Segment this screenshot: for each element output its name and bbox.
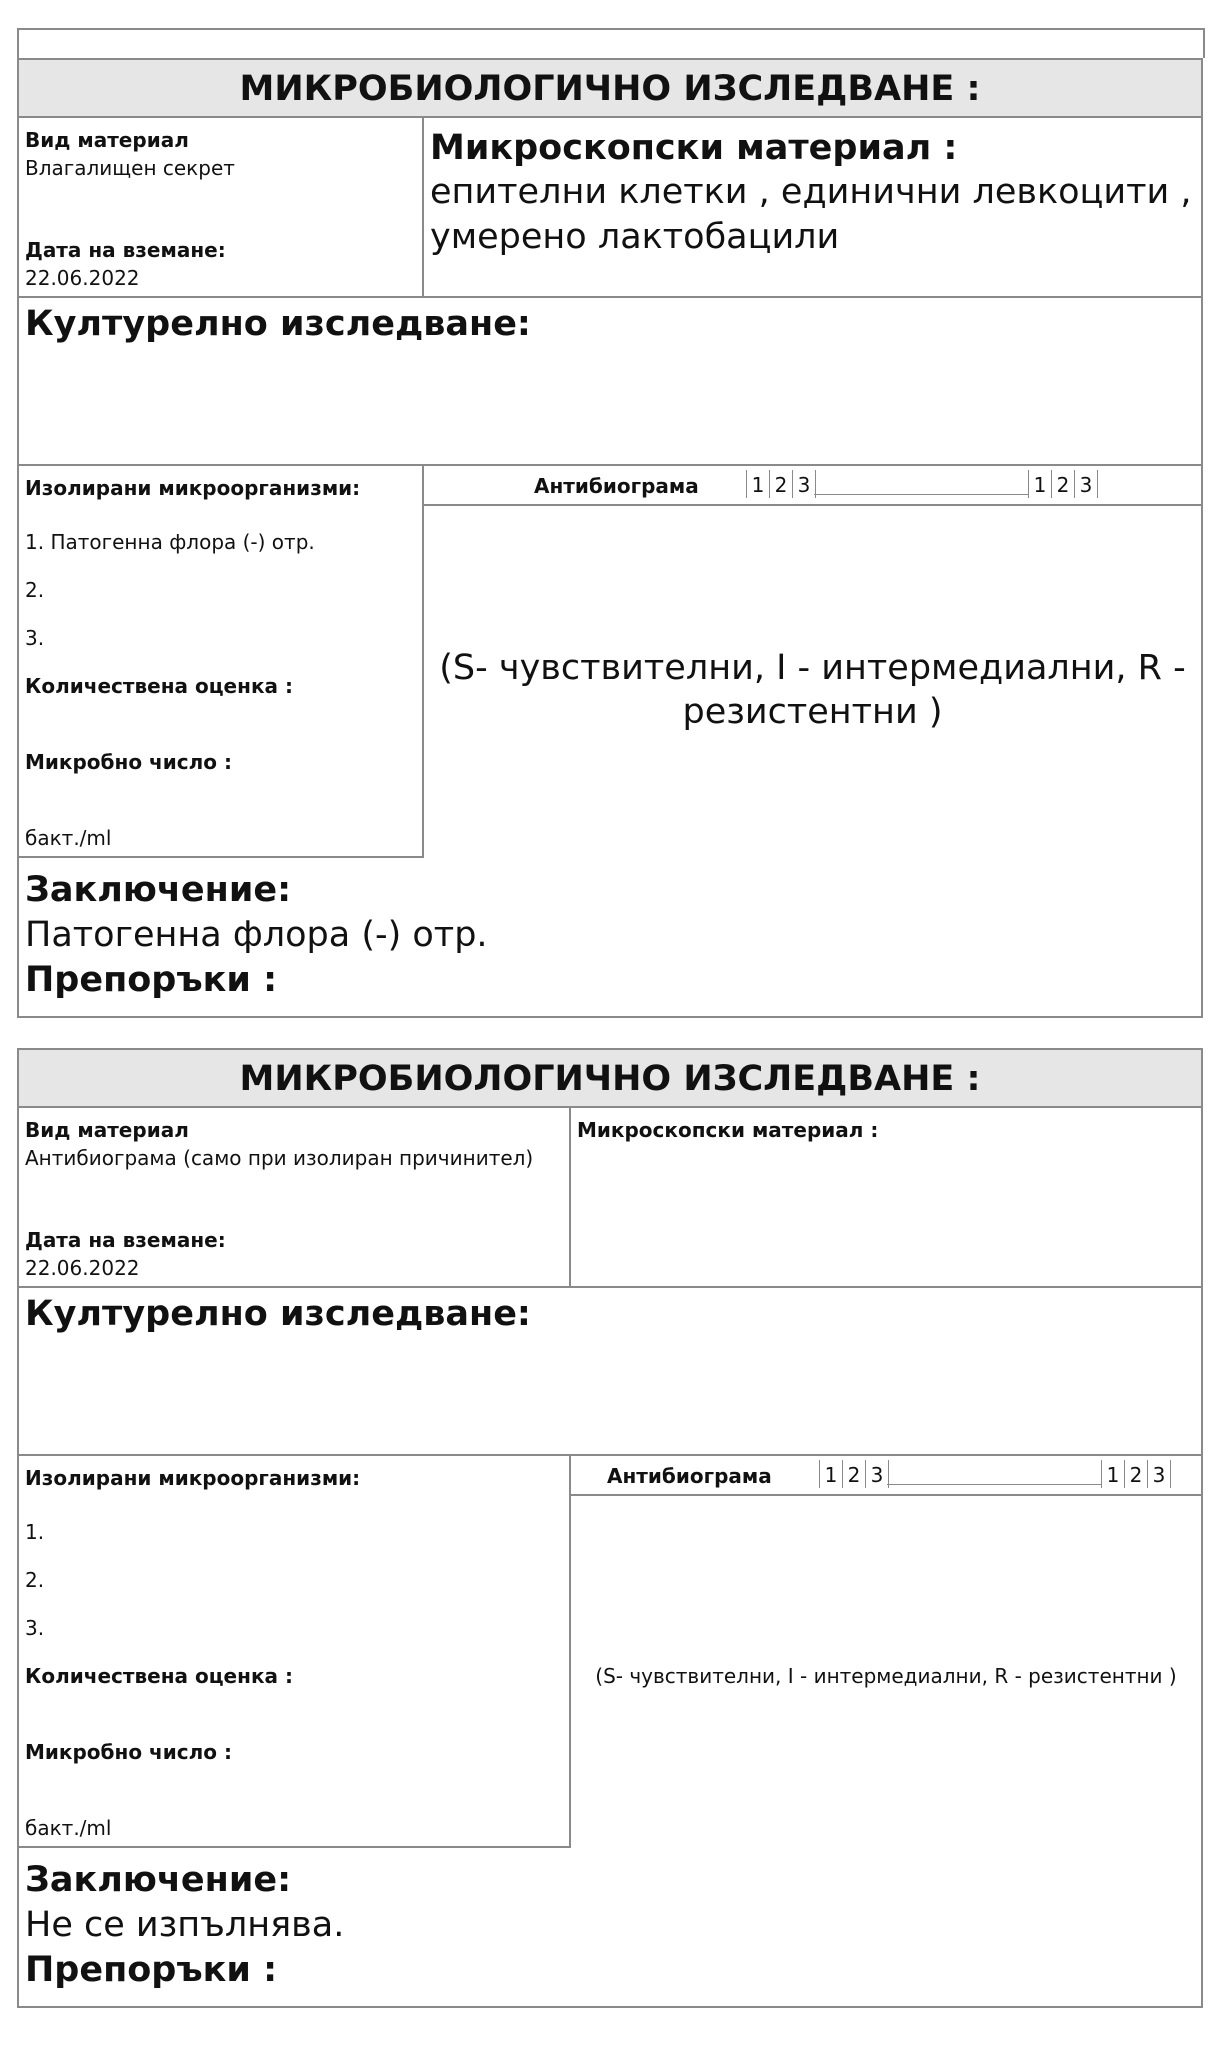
left-rule: [17, 28, 19, 58]
antibiogram-number: 2: [1051, 470, 1074, 498]
material-value: Антибиограма (само при изолиран причинител): [25, 1146, 534, 1170]
material-value: Влагалищен секрет: [25, 156, 235, 180]
legend-line: (S- чувствителни, I - интермедиални, R - резистентни ): [595, 1664, 1177, 1688]
conclusion-label: Заключение:: [25, 870, 292, 910]
antibiogram-numbers-1: [746, 470, 816, 498]
conclusion-label: Заключение:: [25, 1860, 292, 1900]
isolated-item-1: 1. Патогенна флора (-) отр.: [25, 530, 315, 554]
form-title: МИКРОБИОЛОГИЧНО ИЗСЛЕДВАНЕ :: [19, 1050, 1201, 1108]
top-rule: [17, 28, 1203, 30]
isolated-cell: [19, 464, 424, 858]
date-value: 22.06.2022: [25, 266, 140, 290]
culture-cell: [17, 296, 1203, 466]
antibiogram-number: 3: [1147, 1460, 1171, 1488]
isolated-label: Изолирани микроорганизми:: [25, 476, 361, 500]
culture-label: Културелно изследване:: [25, 304, 531, 344]
recommendations-label: Препоръки :: [25, 960, 278, 1000]
antibiogram-numbers-1: [819, 1460, 889, 1488]
isolated-item-3: 3.: [25, 1616, 45, 1640]
right-rule: [1203, 28, 1205, 58]
microscopy-label: Микроскопски материал :: [430, 128, 958, 168]
antibiogram-legend: [424, 506, 1201, 858]
antibiogram-label: Антибиограма: [607, 1464, 772, 1488]
unit-label: бакт./ml: [25, 1816, 112, 1840]
antibiogram-number: 1: [819, 1460, 842, 1488]
antibiogram-number: 2: [1124, 1460, 1147, 1488]
microscopy-cell: [571, 1108, 1201, 1288]
microbe-count-label: Микробно число :: [25, 1740, 232, 1764]
microscopy-value-line2: умерено лактобацили: [430, 217, 840, 257]
antibiogram-header: [424, 464, 1201, 506]
microscopy-cell: [424, 118, 1201, 298]
antibiogram-numbers-2: [1101, 1460, 1171, 1488]
isolated-cell: [19, 1454, 571, 1848]
legend-line1: (S- чувствителни, I - интермедиални, R -: [439, 648, 1186, 688]
antibiogram-numbers-2: [1028, 470, 1098, 498]
antibiogram-label: Антибиограма: [534, 474, 699, 498]
microbiology-form-2: [17, 1048, 1203, 2008]
material-cell: [19, 118, 424, 298]
date-label: Дата на вземане:: [25, 238, 226, 262]
form-title: МИКРОБИОЛОГИЧНО ИЗСЛЕДВАНЕ :: [19, 60, 1201, 118]
isolated-item-2: 2.: [25, 578, 45, 602]
antibiogram-legend: [571, 1496, 1201, 1848]
material-cell: [19, 1108, 571, 1288]
antibiogram-number: 1: [746, 470, 769, 498]
antibiogram-number: 2: [842, 1460, 865, 1488]
material-label: Вид материал: [25, 1118, 189, 1142]
isolated-label: Изолирани микроорганизми:: [25, 1466, 361, 1490]
antibiogram-number: 1: [1101, 1460, 1124, 1488]
date-value: 22.06.2022: [25, 1256, 140, 1280]
antibiogram-divider: [814, 494, 1028, 495]
date-label: Дата на вземане:: [25, 1228, 226, 1252]
antibiogram-number: 3: [792, 470, 816, 498]
antibiogram-number: 2: [769, 470, 792, 498]
isolated-item-2: 2.: [25, 1568, 45, 1592]
isolated-item-1: 1.: [25, 1520, 45, 1544]
microscopy-value-line1: епителни клетки , единични левкоцити ,: [430, 172, 1192, 212]
microbiology-form-1: [17, 58, 1203, 1018]
antibiogram-number: 3: [865, 1460, 889, 1488]
microbe-count-label: Микробно число :: [25, 750, 232, 774]
quant-label: Количествена оценка :: [25, 1664, 293, 1688]
culture-label: Културелно изследване:: [25, 1294, 531, 1334]
antibiogram-number: 1: [1028, 470, 1051, 498]
antibiogram-number: 3: [1074, 470, 1098, 498]
recommendations-label: Препоръки :: [25, 1950, 278, 1990]
legend-line2: резистентни ): [682, 692, 943, 732]
material-label: Вид материал: [25, 128, 189, 152]
culture-cell: [17, 1286, 1203, 1456]
microscopy-label: Микроскопски материал :: [577, 1118, 879, 1142]
antibiogram-divider: [887, 1484, 1101, 1485]
conclusion-value: Не се изпълнява.: [25, 1905, 345, 1945]
conclusion-value: Патогенна флора (-) отр.: [25, 915, 488, 955]
antibiogram-header: [571, 1454, 1201, 1496]
quant-label: Количествена оценка :: [25, 674, 293, 698]
unit-label: бакт./ml: [25, 826, 112, 850]
isolated-item-3: 3.: [25, 626, 45, 650]
